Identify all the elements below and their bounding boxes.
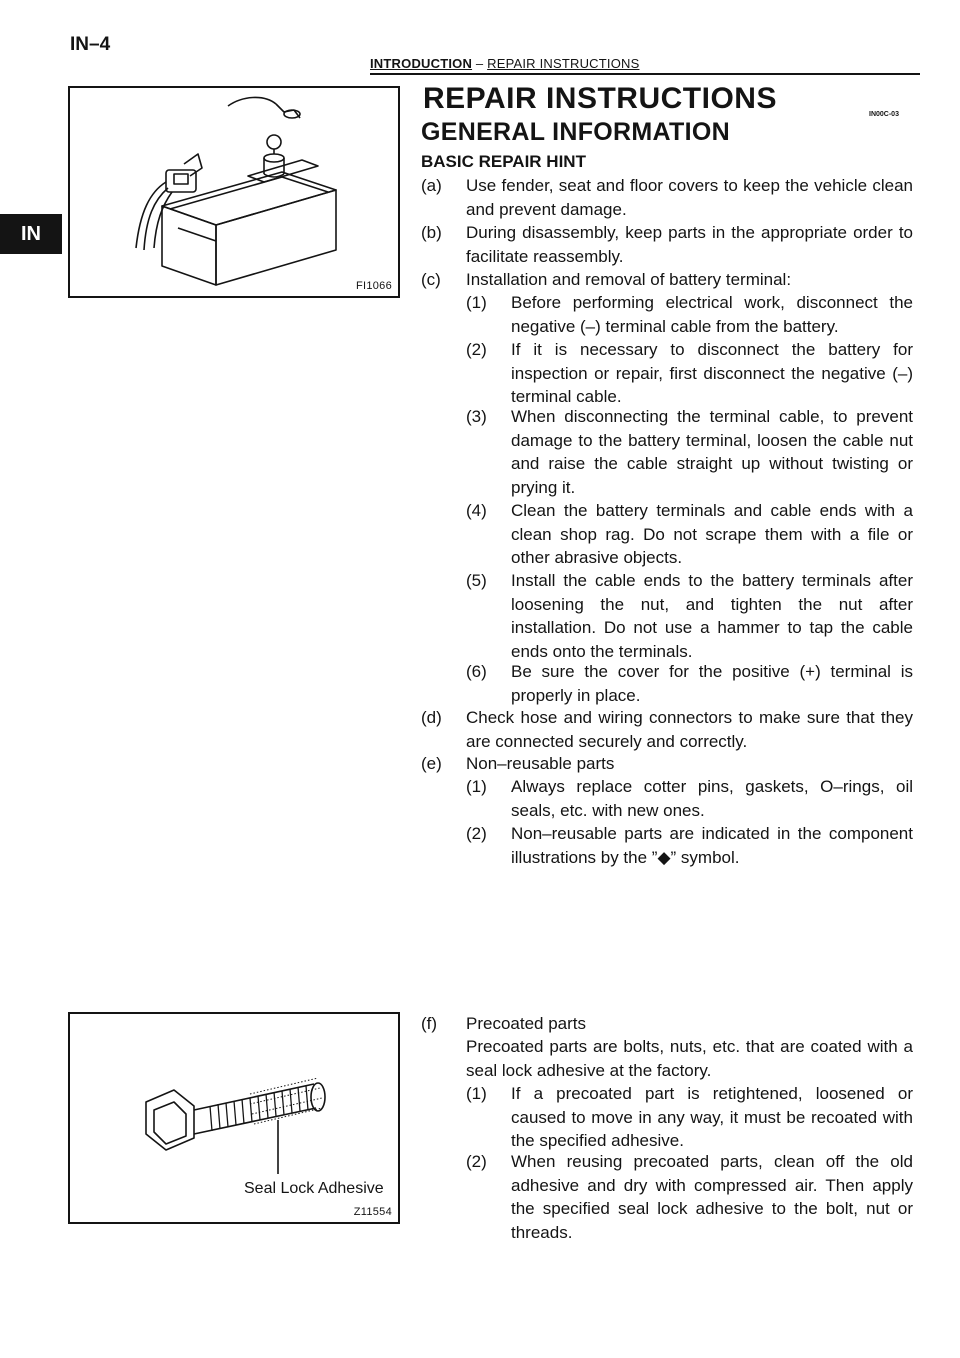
item-label: (4) xyxy=(466,501,487,520)
item-label: (e) xyxy=(421,754,442,773)
item-text: Non–reusable parts xyxy=(466,754,615,773)
item-label: (c) xyxy=(421,270,441,289)
bolt-figure xyxy=(68,1012,400,1224)
item-text: Non–reusable parts are indicated in the component illustrations by the ”◆” symbol. xyxy=(511,824,913,867)
item-text: Check hose and wiring connectors to make sure that they are connected securely and correctly. xyxy=(466,708,913,751)
item-label: (f) xyxy=(421,1014,438,1033)
battery-illustration-icon xyxy=(70,88,398,296)
figure-code: FI1066 xyxy=(355,280,392,292)
battery-figure xyxy=(68,86,400,298)
header-section: INTRODUCTION xyxy=(370,56,473,71)
page-title: REPAIR INSTRUCTIONS xyxy=(423,82,777,115)
item-label: (1) xyxy=(466,293,487,312)
item-label: (2) xyxy=(466,1152,487,1171)
item-text: Use fender, seat and floor covers to keep the vehicle clean and prevent damage. xyxy=(466,176,913,219)
item-label: (5) xyxy=(466,571,487,590)
item-label: (3) xyxy=(466,407,487,426)
item-text: Be sure the cover for the positive (+) terminal is properly in place. xyxy=(511,662,913,705)
item-text: If a precoated part is retightened, loosened or caused to move in any way, it must be recoated with the specified adhesive. xyxy=(511,1084,913,1150)
section-side-tab: IN xyxy=(0,214,62,254)
adhesive-label: Seal Lock Adhesive xyxy=(244,1180,384,1197)
item-text: Clean the battery terminals and cable ends with a clean shop rag. Do not scrape them with a file or other abrasive objects. xyxy=(511,501,913,567)
item-label: (2) xyxy=(466,824,487,843)
figure-code: Z11554 xyxy=(353,1206,392,1218)
page-number: IN–4 xyxy=(70,34,111,55)
item-label: (2) xyxy=(466,340,487,359)
header-separator: – xyxy=(475,56,484,71)
item-label: (d) xyxy=(421,708,442,727)
running-header xyxy=(370,56,639,71)
item-text: During disassembly, keep parts in the appropriate order to facilitate reassembly. xyxy=(466,223,913,266)
item-text: Installation and removal of battery terminal: xyxy=(466,270,792,289)
item-label: (b) xyxy=(421,223,442,242)
item-text: Precoated parts xyxy=(466,1014,587,1033)
item-text: Always replace cotter pins, gaskets, O–rings, oil seals, etc. with new ones. xyxy=(511,777,913,820)
item-label: (6) xyxy=(466,662,487,681)
item-label: (1) xyxy=(466,777,487,796)
item-text: When reusing precoated parts, clean off the old adhesive and dry with compressed air. Then apply the specified seal lock adhesive to the bolt, nut or threads. xyxy=(511,1152,913,1242)
header-rule xyxy=(370,73,920,75)
section-heading: BASIC REPAIR HINT xyxy=(421,152,586,171)
item-text: When disconnecting the terminal cable, to prevent damage to the battery terminal, loosen the cable nut and raise the cable straight up without twisting or prying it. xyxy=(511,407,913,497)
paragraph: Precoated parts are bolts, nuts, etc. that are coated with a seal lock adhesive at the factory. xyxy=(466,1037,913,1080)
document-code: IN00C-03 xyxy=(869,111,899,118)
item-label: (1) xyxy=(466,1084,487,1103)
header-subsection: REPAIR INSTRUCTIONS xyxy=(487,56,640,71)
item-text: If it is necessary to disconnect the battery for inspection or repair, first disconnect the negative (–) terminal cable. xyxy=(511,340,913,406)
section-subtitle: GENERAL INFORMATION xyxy=(421,118,730,146)
item-label: (a) xyxy=(421,176,442,195)
item-text: Before performing electrical work, disconnect the negative (–) terminal cable from the battery. xyxy=(511,293,913,336)
item-text: Install the cable ends to the battery terminals after loosening the nut, and tighten the nut after installation. Do not use a hammer to tap the cable ends onto the terminals. xyxy=(511,571,913,661)
